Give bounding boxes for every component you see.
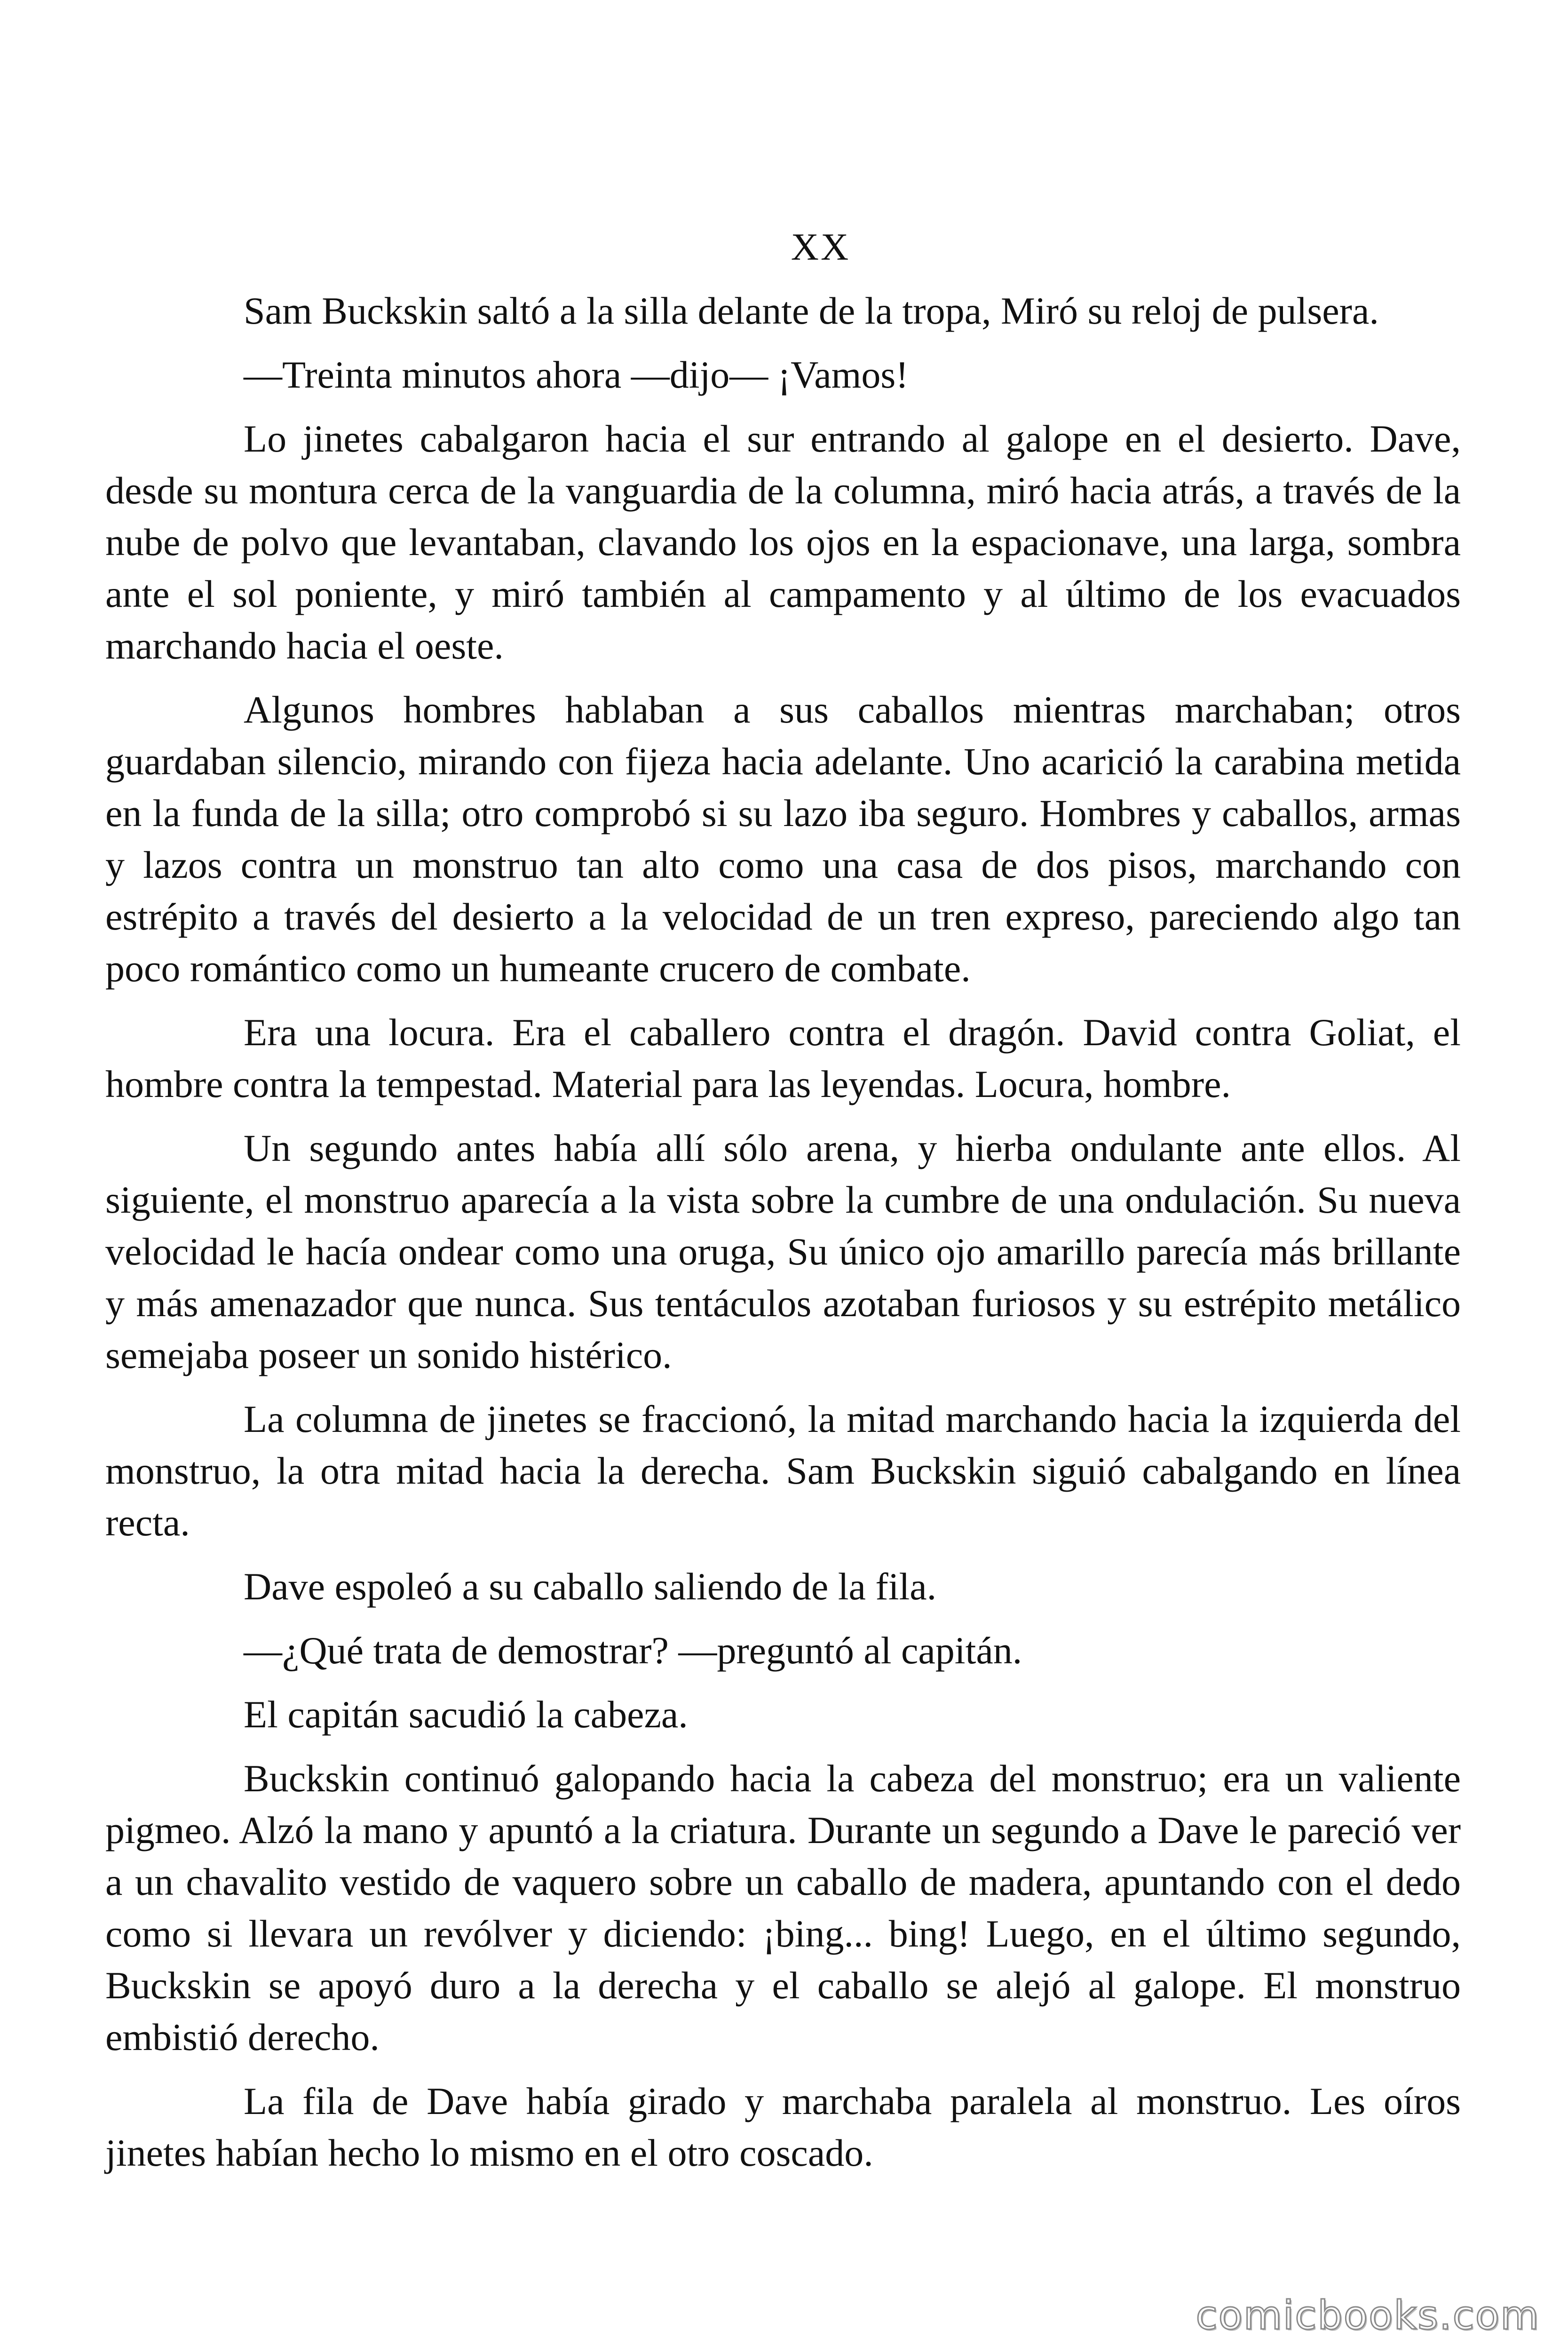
paragraph: Era una locura. Era el caballero contra el dragón. David contra Goliat, el hombre contra la tempestad. Material para las leyendas. Locura, hombre. (105, 1011, 1461, 1105)
paragraph: Algunos hombres hablaban a sus caballos mientras marchaban; otros guardaban silencio, mirando con fijeza hacia adelante. Uno acarició la carabina metida en la funda de la silla; otro comprobó si su lazo iba seguro. Hombres y caballos, armas y lazos contra un monstruo tan alto como una casa de dos pisos, marchando con estrépito a través del desierto a la velocidad de un tren expreso, pareciendo algo tan poco romántico como un humeante crucero de combate. (105, 688, 1461, 990)
chapter-heading: XX (791, 225, 851, 268)
paragraph: Un segundo antes había allí sólo arena, y hierba ondulante ante ellos. Al siguiente, el monstruo aparecía a la vista sobre la cumbre de una ondulación. Su nueva velocidad le hacía ondear como una oruga, Su único ojo amarillo parecía más brillante y más amenazador que nunca. Sus tentáculos azotaban furiosos y su estrépito metálico semejaba poseer un sonido histérico. (105, 1127, 1461, 1376)
watermark-logo: comicbooks.com (1196, 2292, 1540, 2338)
page-body (105, 221, 1461, 2179)
paragraph: La fila de Dave había girado y marchaba paralela al monstruo. Les oíros jinetes habían hecho lo mismo en el otro coscado. (105, 2080, 1461, 2174)
paragraph: El capitán sacudió la cabeza. (244, 1693, 688, 1736)
paragraph: —¿Qué trata de demostrar? —preguntó al capitán. (244, 1629, 1022, 1672)
paragraph: —Treinta minutos ahora —dijo— ¡Vamos! (244, 353, 909, 396)
paragraph: La columna de jinetes se fraccionó, la mitad marchando hacia la izquierda del monstruo, la otra mitad hacia la derecha. Sam Buckskin siguió cabalgando en línea recta. (105, 1398, 1461, 1544)
paragraph: Dave espoleó a su caballo saliendo de la fila. (244, 1565, 937, 1608)
paragraph: Buckskin continuó galopando hacia la cabeza del monstruo; era un valiente pigmeo. Alzó la mano y apuntó a la criatura. Durante un segundo a Dave le pareció ver a un chavalito vestido de vaquero sobre un caballo de madera, apuntando con el dedo como si llevara un revólver y diciendo: ¡bing... bing! Luego, en el último segundo, Buckskin se apoyó duro a la derecha y el caballo se alejó al galope. El monstruo embistió derecho. (105, 1757, 1461, 2058)
paragraph: Sam Buckskin saltó a la silla delante de la tropa, Miró su reloj de pulsera. (244, 289, 1379, 332)
paragraph: Lo jinetes cabalgaron hacia el sur entrando al galope en el desierto. Dave, desde su montura cerca de la vanguardia de la columna, miró hacia atrás, a través de la nube de polvo que levantaban, clavando los ojos en la espacionave, una larga, sombra ante el sol poniente, y miró también al campamento y al último de los evacuados marchando hacia el oeste. (105, 417, 1461, 667)
